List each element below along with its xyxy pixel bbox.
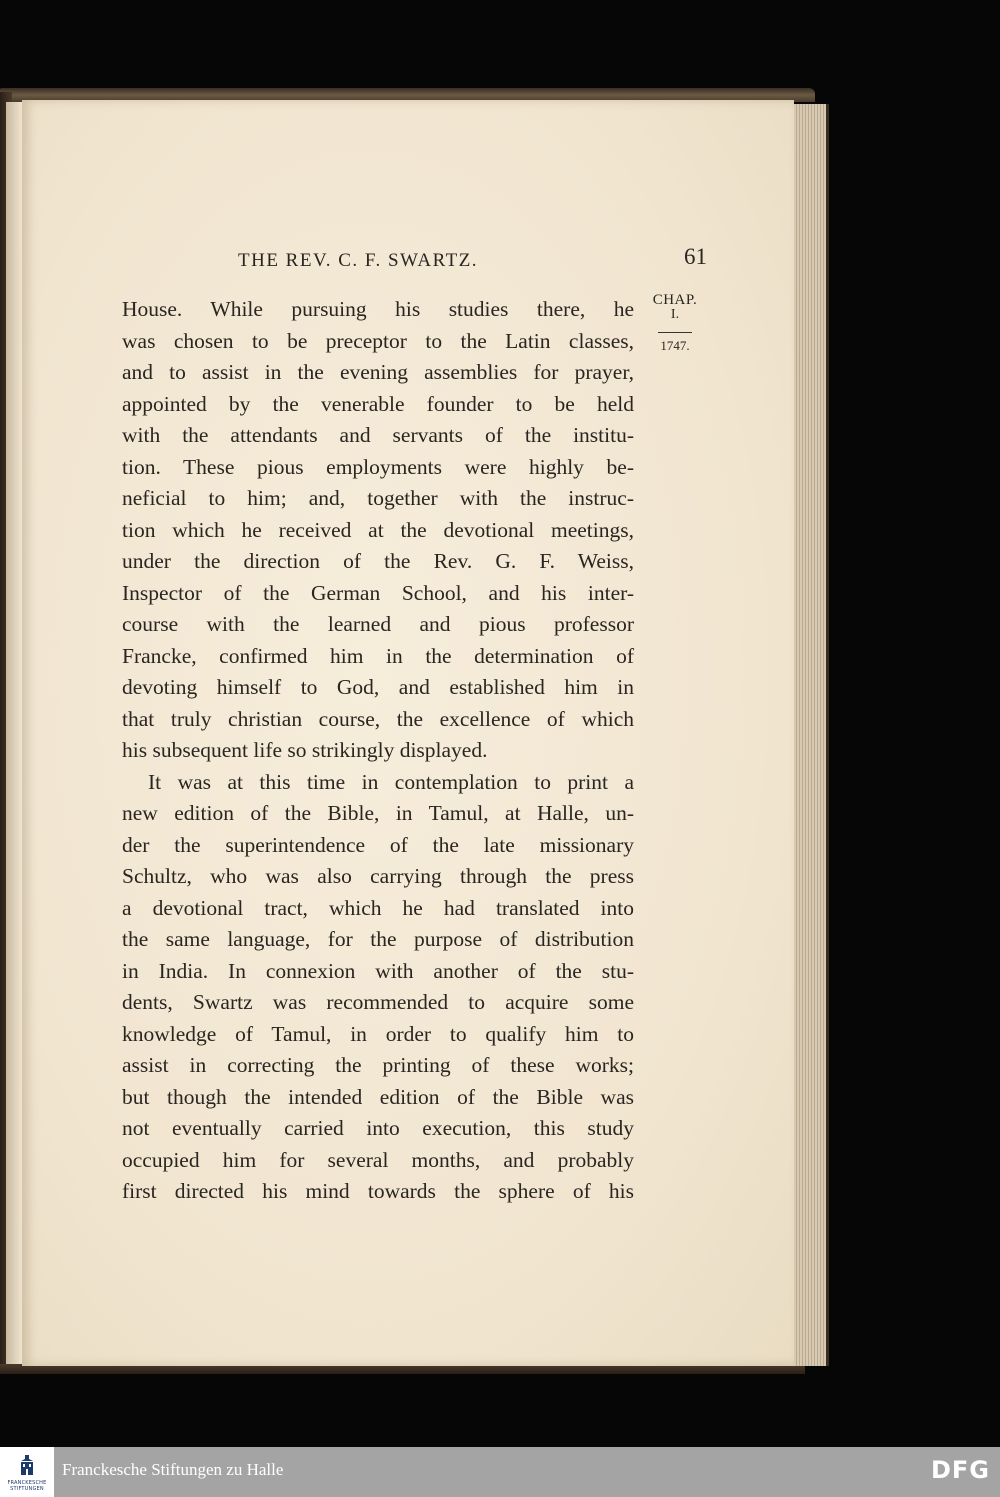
text-line: Francke, confirmed him in the determination of bbox=[122, 643, 634, 668]
text-line: with the attendants and servants of the institu- bbox=[122, 423, 634, 447]
text-line: the same language, for the purpose of distribution bbox=[122, 927, 634, 951]
page-number: 61 bbox=[684, 244, 707, 269]
text-line: under the direction of the Rev. G. F. Weiss, bbox=[122, 549, 634, 573]
page-fore-edge bbox=[794, 104, 829, 1366]
body-text bbox=[122, 294, 634, 1208]
text-line: was chosen to be preceptor to the Latin classes, bbox=[122, 328, 634, 353]
text-line: tion which he received at the devotional meetings, bbox=[122, 517, 634, 542]
margin-rule bbox=[658, 332, 692, 333]
text-line: It was at this time in contemplation to print a bbox=[148, 769, 634, 794]
text-line: first directed his mind towards the sphere of his bbox=[122, 1179, 634, 1203]
dfg-logo[interactable]: DFG bbox=[930, 1456, 990, 1484]
building-icon bbox=[19, 1455, 35, 1477]
text-line: neficial to him; and, together with the instruc- bbox=[122, 486, 634, 510]
text-line: der the superintendence of the late missionary bbox=[122, 832, 634, 857]
logo-caption bbox=[2, 1480, 52, 1492]
text-line: new edition of the Bible, in Tamul, at Halle, un- bbox=[122, 801, 634, 825]
institution-name[interactable]: Franckesche Stiftungen zu Halle bbox=[62, 1460, 284, 1479]
text-line: course with the learned and pious professor bbox=[122, 612, 634, 636]
text-line: appointed by the venerable founder to be held bbox=[122, 391, 634, 416]
text-line: dents, Swartz was recommended to acquire some bbox=[122, 990, 634, 1014]
text-line: House. While pursuing his studies there, he bbox=[122, 297, 634, 321]
text-line: tion. These pious employments were highly be- bbox=[122, 454, 634, 479]
text-line: occupied him for several months, and probably bbox=[122, 1147, 634, 1172]
text-line: devoting himself to God, and established him in bbox=[122, 675, 634, 699]
institution-logo[interactable] bbox=[0, 1447, 54, 1497]
running-head: THE REV. C. F. SWARTZ. bbox=[238, 250, 479, 271]
text-line: knowledge of Tamul, in order to qualify him to bbox=[122, 1021, 634, 1046]
text-line: a devotional tract, which he had translated into bbox=[122, 895, 634, 920]
text-line: assist in correcting the printing of these works; bbox=[122, 1053, 634, 1077]
text-line: not eventually carried into execution, this study bbox=[122, 1116, 634, 1140]
footer-bar bbox=[0, 1447, 1000, 1497]
logo-caption-line: FRANCKESCHE bbox=[7, 1480, 47, 1486]
text-line: Inspector of the German School, and his inter- bbox=[122, 580, 634, 605]
facing-page-edge bbox=[6, 102, 22, 1364]
logo-caption-line: STIFTUNGEN bbox=[10, 1486, 44, 1492]
text-line: but though the intended edition of the Bible was bbox=[122, 1084, 634, 1109]
marginal-note bbox=[640, 292, 710, 353]
chapter-number: I. bbox=[670, 307, 680, 322]
text-line: his subsequent life so strikingly displayed. bbox=[122, 738, 488, 762]
text-line: and to assist in the evening assemblies for prayer, bbox=[122, 360, 634, 384]
text-line: in India. In connexion with another of the stu- bbox=[122, 958, 634, 983]
text-line: Schultz, who was also carrying through the press bbox=[122, 864, 634, 888]
text-line: that truly christian course, the excellence of which bbox=[122, 706, 634, 731]
margin-year: 1747. bbox=[660, 338, 690, 353]
chapter-label: CHAP. bbox=[652, 292, 698, 308]
